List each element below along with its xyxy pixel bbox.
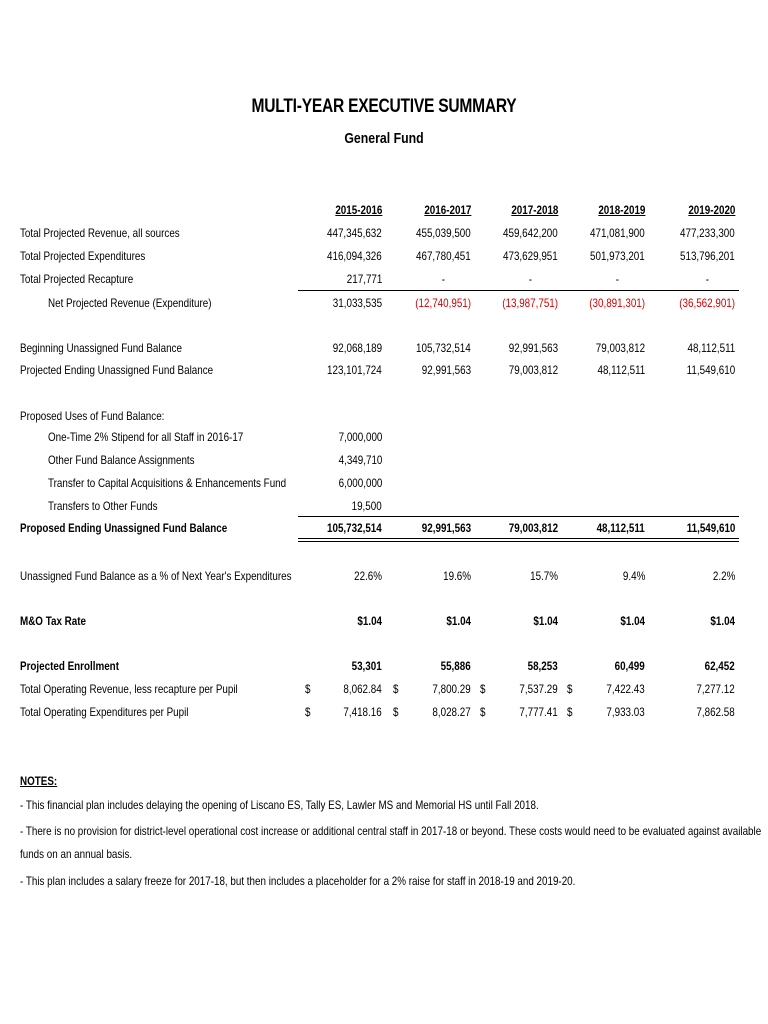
cell-net-2015-2016: 31,033,535 bbox=[332, 296, 382, 310]
cell-beginning-2015-2016: 92,068,189 bbox=[332, 341, 382, 355]
cell-revenue-2017-2018: 459,642,200 bbox=[503, 226, 558, 240]
cell-expenditures-2015-2016: 416,094,326 bbox=[327, 249, 382, 263]
row-label-recapture: Total Projected Recapture bbox=[20, 272, 134, 286]
row-label-tax: M&O Tax Rate bbox=[20, 614, 86, 628]
net-total-rule bbox=[298, 290, 739, 291]
document-subtitle: General Fund bbox=[344, 130, 424, 147]
cell-enrollment-2018-2019: 60,499 bbox=[614, 659, 645, 673]
cell-proposed_ending-2019-2020: 11,549,610 bbox=[686, 521, 735, 535]
cell-expenditures-2019-2020: 513,796,201 bbox=[680, 249, 735, 263]
cell-revenue-2015-2016: 447,345,632 bbox=[327, 226, 382, 240]
row-label-expenditures: Total Projected Expenditures bbox=[20, 249, 146, 263]
row-label-rev_pupil: Total Operating Revenue, less recapture per Pupil bbox=[20, 682, 238, 696]
cell-net-2018-2019: (30,891,301) bbox=[589, 296, 645, 310]
note-line-2: - There is no provision for district-level operational cost increase or additional central staff in 2017-18 or beyond. These costs would need to be evaluated against available bbox=[20, 824, 762, 838]
cell-net-2019-2020: (36,562,901) bbox=[679, 296, 735, 310]
cell-beginning-2017-2018: 92,991,563 bbox=[508, 341, 558, 355]
cell-enrollment-2019-2020: 62,452 bbox=[704, 659, 735, 673]
cell-enrollment-2017-2018: 58,253 bbox=[527, 659, 558, 673]
cell-enrollment-2016-2017: 55,886 bbox=[440, 659, 471, 673]
year-header-2019-2020: 2019-2020 bbox=[687, 203, 735, 217]
proposed-total-rule bbox=[298, 516, 739, 517]
cell-revenue-2018-2019: 471,081,900 bbox=[590, 226, 645, 240]
row-label-uses_header: Proposed Uses of Fund Balance: bbox=[20, 409, 165, 423]
cell-revenue-2019-2020: 477,233,300 bbox=[680, 226, 735, 240]
cell-beginning-2016-2017: 105,732,514 bbox=[416, 341, 471, 355]
cell-expenditures-2016-2017: 467,780,451 bbox=[416, 249, 471, 263]
cell-ending-2017-2018: 79,003,812 bbox=[508, 363, 558, 377]
cell-recapture-2016-2017: - bbox=[441, 272, 445, 286]
cell-rev_pupil-2018-2019: 7,422.43 bbox=[606, 682, 645, 696]
row-label-pct: Unassigned Fund Balance as a % of Next Year's Expenditures bbox=[20, 569, 292, 583]
cell-expenditures-2017-2018: 473,629,951 bbox=[503, 249, 558, 263]
note-line-1: - This financial plan includes delaying the opening of Liscano ES, Tally ES, Lawler MS and Memorial HS until Fall 2018. bbox=[20, 798, 539, 812]
cell-exp_pupil-2016-2017: 8,028.27 bbox=[432, 705, 471, 719]
cell-rev_pupil-2017-2018: 7,537.29 bbox=[519, 682, 558, 696]
note-line-3: funds on an annual basis. bbox=[20, 847, 133, 861]
cell-beginning-2018-2019: 79,003,812 bbox=[595, 341, 645, 355]
cell-rev_pupil-2019-2020: 7,277.12 bbox=[696, 682, 735, 696]
cell-proposed_ending-2016-2017: 92,991,563 bbox=[421, 521, 471, 535]
row-label-beginning: Beginning Unassigned Fund Balance bbox=[20, 341, 182, 355]
cell-exp_pupil-2015-2016: 7,418.16 bbox=[343, 705, 382, 719]
row-label-ending: Projected Ending Unassigned Fund Balance bbox=[20, 363, 214, 377]
cell-rev_pupil-2016-2017: 7,800.29 bbox=[432, 682, 471, 696]
row-label-exp_pupil: Total Operating Expenditures per Pupil bbox=[20, 705, 189, 719]
cell-revenue-2016-2017: 455,039,500 bbox=[416, 226, 471, 240]
row-label-enrollment: Projected Enrollment bbox=[20, 659, 119, 673]
cell-net-2017-2018: (13,987,751) bbox=[502, 296, 558, 310]
cell-capital-2015-2016: 6,000,000 bbox=[338, 476, 382, 490]
cell-pct-2019-2020: 2.2% bbox=[712, 569, 735, 583]
dollar-sign-rev_pupil-1: $ bbox=[305, 682, 311, 696]
cell-tax-2015-2016: $1.04 bbox=[357, 614, 382, 628]
cell-enrollment-2015-2016: 53,301 bbox=[351, 659, 382, 673]
year-header-2017-2018: 2017-2018 bbox=[510, 203, 558, 217]
row-label-proposed_ending: Proposed Ending Unassigned Fund Balance bbox=[20, 521, 228, 535]
dollar-sign-rev_pupil-3: $ bbox=[480, 682, 486, 696]
row-label-other_assign: Other Fund Balance Assignments bbox=[48, 453, 195, 467]
cell-pct-2018-2019: 9.4% bbox=[622, 569, 645, 583]
cell-proposed_ending-2017-2018: 79,003,812 bbox=[508, 521, 558, 535]
cell-net-2016-2017: (12,740,951) bbox=[415, 296, 471, 310]
cell-proposed_ending-2018-2019: 48,112,511 bbox=[596, 521, 645, 535]
cell-rev_pupil-2015-2016: 8,062.84 bbox=[343, 682, 382, 696]
dollar-sign-exp_pupil-1: $ bbox=[305, 705, 311, 719]
cell-recapture-2015-2016: 217,771 bbox=[346, 272, 382, 286]
cell-tax-2017-2018: $1.04 bbox=[533, 614, 558, 628]
dollar-sign-rev_pupil-4: $ bbox=[567, 682, 573, 696]
cell-exp_pupil-2019-2020: 7,862.58 bbox=[696, 705, 735, 719]
cell-recapture-2018-2019: - bbox=[615, 272, 619, 286]
row-label-capital: Transfer to Capital Acquisitions & Enhancements Fund bbox=[48, 476, 287, 490]
year-header-2018-2019: 2018-2019 bbox=[597, 203, 645, 217]
cell-beginning-2019-2020: 48,112,511 bbox=[687, 341, 735, 355]
cell-pct-2015-2016: 22.6% bbox=[354, 569, 382, 583]
cell-exp_pupil-2018-2019: 7,933.03 bbox=[606, 705, 645, 719]
cell-recapture-2017-2018: - bbox=[528, 272, 532, 286]
cell-ending-2015-2016: 123,101,724 bbox=[327, 363, 382, 377]
cell-other_assign-2015-2016: 4,349,710 bbox=[338, 453, 382, 467]
cell-tax-2016-2017: $1.04 bbox=[446, 614, 471, 628]
cell-pct-2016-2017: 19.6% bbox=[443, 569, 471, 583]
cell-ending-2018-2019: 48,112,511 bbox=[597, 363, 645, 377]
double-rule-top bbox=[298, 538, 739, 539]
double-rule-bottom bbox=[298, 541, 739, 542]
note-line-4: - This plan includes a salary freeze for 2017-18, but then includes a placeholder for a 2% raise for staff in 2018-19 and 2019-20. bbox=[20, 874, 576, 888]
row-label-stipend: One-Time 2% Stipend for all Staff in 2016-17 bbox=[48, 430, 244, 444]
cell-pct-2017-2018: 15.7% bbox=[530, 569, 558, 583]
year-header-2016-2017: 2016-2017 bbox=[423, 203, 471, 217]
cell-recapture-2019-2020: - bbox=[705, 272, 709, 286]
row-label-transfers: Transfers to Other Funds bbox=[48, 499, 158, 513]
cell-exp_pupil-2017-2018: 7,777.41 bbox=[519, 705, 558, 719]
dollar-sign-exp_pupil-2: $ bbox=[393, 705, 399, 719]
cell-proposed_ending-2015-2016: 105,732,514 bbox=[327, 521, 382, 535]
notes-header: NOTES: bbox=[20, 774, 58, 788]
cell-ending-2016-2017: 92,991,563 bbox=[421, 363, 471, 377]
cell-ending-2019-2020: 11,549,610 bbox=[686, 363, 735, 377]
cell-tax-2019-2020: $1.04 bbox=[710, 614, 735, 628]
document-title: MULTI-YEAR EXECUTIVE SUMMARY bbox=[251, 96, 517, 117]
dollar-sign-rev_pupil-2: $ bbox=[393, 682, 399, 696]
dollar-sign-exp_pupil-3: $ bbox=[480, 705, 486, 719]
row-label-revenue: Total Projected Revenue, all sources bbox=[20, 226, 180, 240]
dollar-sign-exp_pupil-4: $ bbox=[567, 705, 573, 719]
cell-transfers-2015-2016: 19,500 bbox=[351, 499, 382, 513]
cell-tax-2018-2019: $1.04 bbox=[620, 614, 645, 628]
cell-expenditures-2018-2019: 501,973,201 bbox=[590, 249, 645, 263]
year-header-2015-2016: 2015-2016 bbox=[334, 203, 382, 217]
row-label-net: Net Projected Revenue (Expenditure) bbox=[48, 296, 212, 310]
cell-stipend-2015-2016: 7,000,000 bbox=[338, 430, 382, 444]
